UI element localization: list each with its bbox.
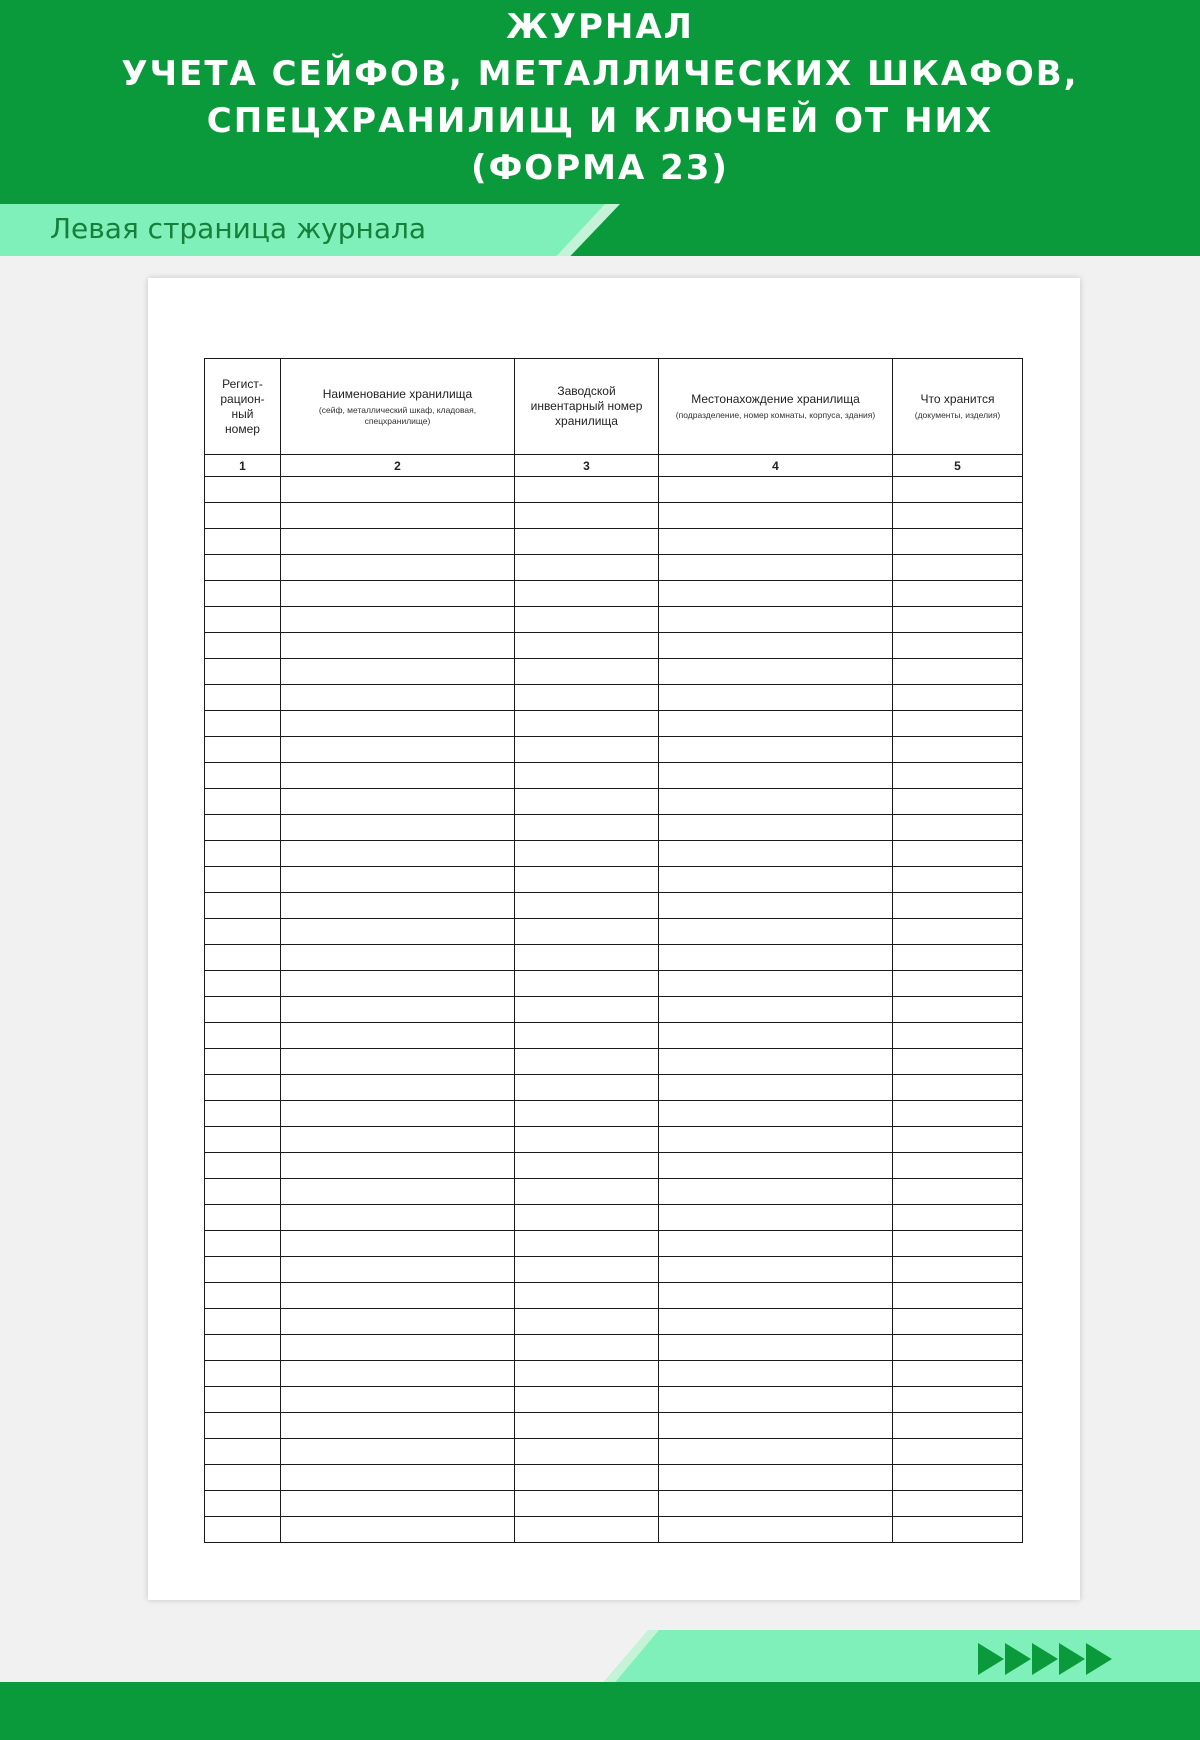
table-cell: [659, 1283, 893, 1309]
table-cell: [205, 685, 281, 711]
table-cell: [659, 659, 893, 685]
table-cell: [659, 633, 893, 659]
table-row: [205, 1387, 1023, 1413]
table-row: [205, 1231, 1023, 1257]
table-cell: [205, 841, 281, 867]
title-line-4: (ФОРМА 23): [471, 148, 729, 188]
table-cell: [515, 763, 659, 789]
table-cell: [515, 997, 659, 1023]
table-cell: [893, 1283, 1023, 1309]
table-cell: [515, 555, 659, 581]
table-cell: [281, 1283, 515, 1309]
table-cell: [281, 867, 515, 893]
table-cell: [515, 1517, 659, 1543]
table-cell: [281, 841, 515, 867]
table-cell: [205, 971, 281, 997]
table-cell: [281, 1205, 515, 1231]
table-cell: [205, 529, 281, 555]
table-cell: [281, 1075, 515, 1101]
journal-table: [204, 358, 1023, 1543]
column-header-contents: [893, 359, 1023, 455]
table-cell: [205, 1257, 281, 1283]
table-cell: [205, 1335, 281, 1361]
table-cell: [659, 1335, 893, 1361]
table-cell: [659, 1101, 893, 1127]
next-arrows: [978, 1643, 1112, 1675]
table-cell: [659, 503, 893, 529]
table-row: [205, 763, 1023, 789]
table-cell: [205, 1153, 281, 1179]
table-cell: [659, 1153, 893, 1179]
table-row: [205, 1439, 1023, 1465]
table-cell: [893, 1153, 1023, 1179]
table-cell: [281, 997, 515, 1023]
table-row: [205, 1283, 1023, 1309]
table-cell: [893, 1101, 1023, 1127]
column-number: 1: [205, 455, 281, 477]
table-cell: [893, 737, 1023, 763]
table-cell: [515, 529, 659, 555]
table-cell: [515, 1049, 659, 1075]
chevron-right-icon: [1005, 1643, 1031, 1675]
table-cell: [659, 1257, 893, 1283]
table-cell: [281, 659, 515, 685]
table-cell: [893, 685, 1023, 711]
table-cell: [659, 1231, 893, 1257]
table-cell: [205, 633, 281, 659]
table-cell: [893, 659, 1023, 685]
table-row: [205, 1153, 1023, 1179]
column-title: Регист- рацион- ный номер: [220, 376, 265, 436]
column-header-reg-number: [205, 359, 281, 455]
table-row: [205, 1023, 1023, 1049]
table-cell: [205, 945, 281, 971]
table-cell: [281, 1127, 515, 1153]
table-cell: [205, 1439, 281, 1465]
table-cell: [659, 893, 893, 919]
table-cell: [893, 1309, 1023, 1335]
table-cell: [893, 633, 1023, 659]
table-cell: [659, 711, 893, 737]
table-row: [205, 503, 1023, 529]
footer-bar: [0, 1682, 1200, 1740]
table-cell: [515, 1075, 659, 1101]
table-cell: [893, 1439, 1023, 1465]
table-row: [205, 659, 1023, 685]
table-cell: [205, 1049, 281, 1075]
header-row: [205, 359, 1023, 455]
table-cell: [659, 1491, 893, 1517]
table-cell: [893, 607, 1023, 633]
table-row: [205, 1309, 1023, 1335]
table-cell: [659, 919, 893, 945]
table-cell: [515, 1127, 659, 1153]
table-cell: [893, 893, 1023, 919]
table-row: [205, 1049, 1023, 1075]
table-cell: [281, 477, 515, 503]
table-cell: [205, 581, 281, 607]
table-cell: [205, 1517, 281, 1543]
table-cell: [659, 607, 893, 633]
chevron-right-icon: [1032, 1643, 1058, 1675]
table-cell: [515, 1179, 659, 1205]
table-cell: [281, 945, 515, 971]
journal-page: [148, 278, 1080, 1600]
table-cell: [205, 919, 281, 945]
table-cell: [281, 893, 515, 919]
table-cell: [515, 841, 659, 867]
table-cell: [281, 633, 515, 659]
table-cell: [893, 1361, 1023, 1387]
table-cell: [205, 503, 281, 529]
table-cell: [205, 1127, 281, 1153]
table-row: [205, 1517, 1023, 1543]
table-cell: [205, 893, 281, 919]
table-cell: [893, 1491, 1023, 1517]
table-cell: [659, 1517, 893, 1543]
table-cell: [281, 1049, 515, 1075]
table-cell: [281, 1179, 515, 1205]
ribbon-label: Левая страница журнала: [50, 212, 427, 245]
table-cell: [205, 789, 281, 815]
table-cell: [205, 997, 281, 1023]
table-cell: [893, 529, 1023, 555]
table-cell: [659, 945, 893, 971]
table-cell: [659, 1309, 893, 1335]
column-header-storage-name: [281, 359, 515, 455]
table-cell: [205, 1231, 281, 1257]
table-cell: [515, 919, 659, 945]
table-cell: [893, 1023, 1023, 1049]
table-cell: [205, 1309, 281, 1335]
table-cell: [659, 529, 893, 555]
table-cell: [659, 477, 893, 503]
table-cell: [281, 1309, 515, 1335]
table-cell: [205, 659, 281, 685]
table-cell: [281, 737, 515, 763]
table-cell: [893, 1465, 1023, 1491]
table-cell: [893, 1335, 1023, 1361]
table-cell: [281, 1387, 515, 1413]
table-cell: [893, 1387, 1023, 1413]
table-cell: [659, 1387, 893, 1413]
table-cell: [515, 1257, 659, 1283]
table-cell: [205, 867, 281, 893]
table-cell: [281, 763, 515, 789]
table-row: [205, 529, 1023, 555]
table-cell: [515, 1101, 659, 1127]
table-cell: [205, 1413, 281, 1439]
table-row: [205, 1361, 1023, 1387]
table-cell: [281, 919, 515, 945]
table-cell: [893, 971, 1023, 997]
table-cell: [281, 555, 515, 581]
table-cell: [515, 1205, 659, 1231]
table-cell: [515, 1439, 659, 1465]
table-cell: [205, 555, 281, 581]
table-cell: [205, 477, 281, 503]
table-cell: [281, 815, 515, 841]
table-cell: [281, 1231, 515, 1257]
table-cell: [281, 789, 515, 815]
table-cell: [281, 711, 515, 737]
table-cell: [893, 789, 1023, 815]
table-cell: [205, 607, 281, 633]
table-cell: [205, 1023, 281, 1049]
table-cell: [893, 763, 1023, 789]
table-cell: [515, 1465, 659, 1491]
table-cell: [515, 1309, 659, 1335]
column-header-inventory-number: [515, 359, 659, 455]
table-cell: [659, 1049, 893, 1075]
table-cell: [281, 503, 515, 529]
table-cell: [893, 1205, 1023, 1231]
table-row: [205, 1205, 1023, 1231]
table-cell: [893, 815, 1023, 841]
table-cell: [205, 1361, 281, 1387]
title-line-3: СПЕЦХРАНИЛИЩ И КЛЮЧЕЙ ОТ НИХ: [206, 101, 994, 141]
column-number-row: [205, 455, 1023, 477]
table-cell: [893, 1127, 1023, 1153]
table-row: [205, 1127, 1023, 1153]
column-number: 2: [281, 455, 515, 477]
column-subtitle: (документы, изделия): [914, 410, 1001, 420]
table-cell: [515, 1387, 659, 1413]
table-cell: [515, 893, 659, 919]
table-row: [205, 1101, 1023, 1127]
table-row: [205, 477, 1023, 503]
table-cell: [515, 633, 659, 659]
table-cell: [205, 1075, 281, 1101]
table-row: [205, 737, 1023, 763]
table-cell: [515, 711, 659, 737]
table-row: [205, 1257, 1023, 1283]
table-cell: [515, 477, 659, 503]
table-cell: [205, 1283, 281, 1309]
table-cell: [659, 685, 893, 711]
table-cell: [205, 1465, 281, 1491]
table-row: [205, 711, 1023, 737]
table-row: [205, 1075, 1023, 1101]
table-cell: [893, 945, 1023, 971]
table-cell: [281, 1153, 515, 1179]
table-row: [205, 1179, 1023, 1205]
table-cell: [893, 867, 1023, 893]
table-cell: [515, 1023, 659, 1049]
table-row: [205, 841, 1023, 867]
table-cell: [281, 1439, 515, 1465]
column-number: 3: [515, 455, 659, 477]
table-cell: [893, 1231, 1023, 1257]
table-cell: [281, 1517, 515, 1543]
table-cell: [893, 1413, 1023, 1439]
table-cell: [659, 789, 893, 815]
table-cell: [659, 581, 893, 607]
table-cell: [281, 1413, 515, 1439]
table-cell: [281, 1465, 515, 1491]
table-cell: [205, 1101, 281, 1127]
table-row: [205, 1413, 1023, 1439]
table-row: [205, 1491, 1023, 1517]
table-cell: [205, 1179, 281, 1205]
table-cell: [893, 1049, 1023, 1075]
table-cell: [205, 763, 281, 789]
table-cell: [515, 1153, 659, 1179]
table-cell: [205, 1491, 281, 1517]
table-cell: [893, 997, 1023, 1023]
table-cell: [281, 1101, 515, 1127]
table-row: [205, 1335, 1023, 1361]
table-cell: [893, 477, 1023, 503]
table-cell: [515, 971, 659, 997]
column-number: 5: [893, 455, 1023, 477]
table-cell: [205, 1387, 281, 1413]
table-cell: [281, 685, 515, 711]
table-cell: [659, 867, 893, 893]
table-cell: [515, 737, 659, 763]
table-cell: [659, 815, 893, 841]
table-row: [205, 867, 1023, 893]
table-cell: [659, 1023, 893, 1049]
column-title: Что хранится: [920, 392, 995, 406]
table-cell: [893, 1517, 1023, 1543]
table-cell: [659, 1439, 893, 1465]
column-title: Местонахождение хранилища: [691, 392, 860, 406]
column-number: 4: [659, 455, 893, 477]
table-row: [205, 971, 1023, 997]
table-cell: [659, 971, 893, 997]
journal-rows: [205, 477, 1023, 1543]
table-cell: [893, 1179, 1023, 1205]
table-cell: [659, 1465, 893, 1491]
title-line-2: УЧЕТА СЕЙФОВ, МЕТАЛЛИЧЕСКИХ ШКАФОВ,: [121, 54, 1079, 94]
table-cell: [281, 1257, 515, 1283]
table-cell: [659, 1205, 893, 1231]
table-cell: [281, 1361, 515, 1387]
table-cell: [515, 1413, 659, 1439]
table-cell: [281, 581, 515, 607]
table-row: [205, 945, 1023, 971]
table-cell: [515, 1361, 659, 1387]
table-cell: [515, 867, 659, 893]
column-header-location: [659, 359, 893, 455]
table-cell: [281, 1023, 515, 1049]
column-title: Наименование хранилища: [322, 386, 473, 401]
table-cell: [205, 711, 281, 737]
table-cell: [893, 581, 1023, 607]
table-cell: [893, 841, 1023, 867]
table-row: [205, 1465, 1023, 1491]
table-row: [205, 919, 1023, 945]
table-cell: [515, 1231, 659, 1257]
table-cell: [893, 1257, 1023, 1283]
table-row: [205, 815, 1023, 841]
table-cell: [659, 997, 893, 1023]
table-cell: [281, 529, 515, 555]
chevron-right-icon: [1086, 1643, 1112, 1675]
table-cell: [515, 659, 659, 685]
chevron-right-icon: [1059, 1643, 1085, 1675]
table-cell: [659, 763, 893, 789]
table-cell: [659, 1361, 893, 1387]
table-row: [205, 685, 1023, 711]
table-cell: [515, 1283, 659, 1309]
table-cell: [515, 607, 659, 633]
table-cell: [205, 737, 281, 763]
table-cell: [515, 1335, 659, 1361]
table-cell: [515, 685, 659, 711]
journal-title: [0, 4, 1200, 192]
table-row: [205, 581, 1023, 607]
table-cell: [659, 1413, 893, 1439]
table-cell: [659, 841, 893, 867]
table-cell: [515, 581, 659, 607]
column-subtitle: (сейф, металлический шкаф, кладовая, спецхранилище): [318, 404, 477, 426]
table-cell: [659, 1075, 893, 1101]
table-cell: [515, 789, 659, 815]
table-cell: [893, 1075, 1023, 1101]
table-row: [205, 555, 1023, 581]
title-line-1: ЖУРНАЛ: [506, 7, 694, 47]
table-cell: [659, 1127, 893, 1153]
table-row: [205, 789, 1023, 815]
table-cell: [659, 1179, 893, 1205]
chevron-right-icon: [978, 1643, 1004, 1675]
table-cell: [659, 737, 893, 763]
table-cell: [515, 1491, 659, 1517]
table-cell: [281, 1491, 515, 1517]
table-cell: [893, 503, 1023, 529]
table-cell: [893, 555, 1023, 581]
table-row: [205, 607, 1023, 633]
table-cell: [659, 555, 893, 581]
table-row: [205, 997, 1023, 1023]
column-subtitle: (подразделение, номер комнаты, корпуса, здания): [675, 410, 876, 420]
table-cell: [281, 607, 515, 633]
table-cell: [281, 1335, 515, 1361]
column-title: Заводской инвентарный номер хранилища: [530, 384, 643, 428]
table-cell: [893, 711, 1023, 737]
table-row: [205, 633, 1023, 659]
table-cell: [205, 815, 281, 841]
table-cell: [515, 815, 659, 841]
table-cell: [281, 971, 515, 997]
table-cell: [205, 1205, 281, 1231]
table-cell: [515, 945, 659, 971]
table-row: [205, 893, 1023, 919]
table-cell: [893, 919, 1023, 945]
table-cell: [515, 503, 659, 529]
